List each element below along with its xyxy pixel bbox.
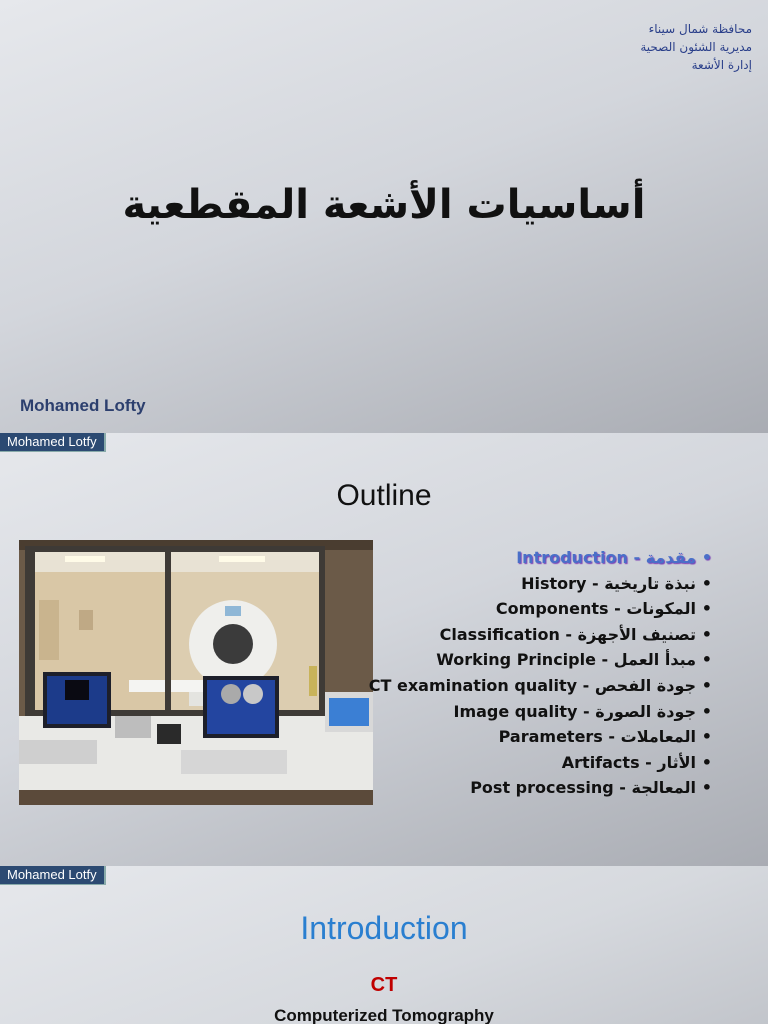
outline-item-post-processing: Post processing - المعالجة •: [470, 778, 712, 798]
outline-item-classification: Classification - تصنيف الأجهزة •: [439, 624, 712, 644]
introduction-slide: [0, 866, 768, 1024]
outline-title: Outline: [336, 479, 432, 512]
outline-item-introduction: Introduction - مقدمة •: [516, 548, 712, 567]
outline-item-working-principle: Working Principle - مبدأ العمل •: [436, 650, 712, 670]
org-line-governorate: محافظة شمال سيناء: [648, 22, 752, 36]
ct-full-name: Computerized Tomography: [274, 1006, 494, 1024]
ct-control-room-photo: [19, 540, 373, 805]
outline-slide: [0, 433, 768, 866]
outline-item-history: History - نبذة تاريخية •: [521, 573, 712, 593]
outline-list: [369, 545, 712, 801]
outline-item-ct-examination-quality: CT examination quality - جودة الفحص •: [368, 675, 712, 695]
author-tag: Mohamed Lotfy: [0, 866, 106, 885]
outline-item-image-quality: Image quality - جودة الصورة •: [453, 701, 712, 721]
organization-header: [640, 20, 752, 74]
outline-item-parameters: Parameters - المعاملات •: [498, 727, 712, 747]
title-slide: [0, 0, 768, 433]
author-name: Mohamed Lofty: [20, 396, 146, 415]
presentation-title: أساسيات الأشعة المقطعية: [122, 182, 646, 228]
org-line-department: إدارة الأشعة: [691, 58, 752, 72]
author-tag: Mohamed Lotfy: [0, 433, 106, 452]
org-line-directorate: مديرية الشئون الصحية: [640, 40, 752, 54]
introduction-title: Introduction: [300, 910, 468, 946]
outline-item-artifacts: Artifacts - الأثار •: [561, 752, 712, 772]
outline-item-components: Components - المكونات •: [495, 599, 712, 619]
ct-abbreviation: CT: [370, 974, 398, 996]
